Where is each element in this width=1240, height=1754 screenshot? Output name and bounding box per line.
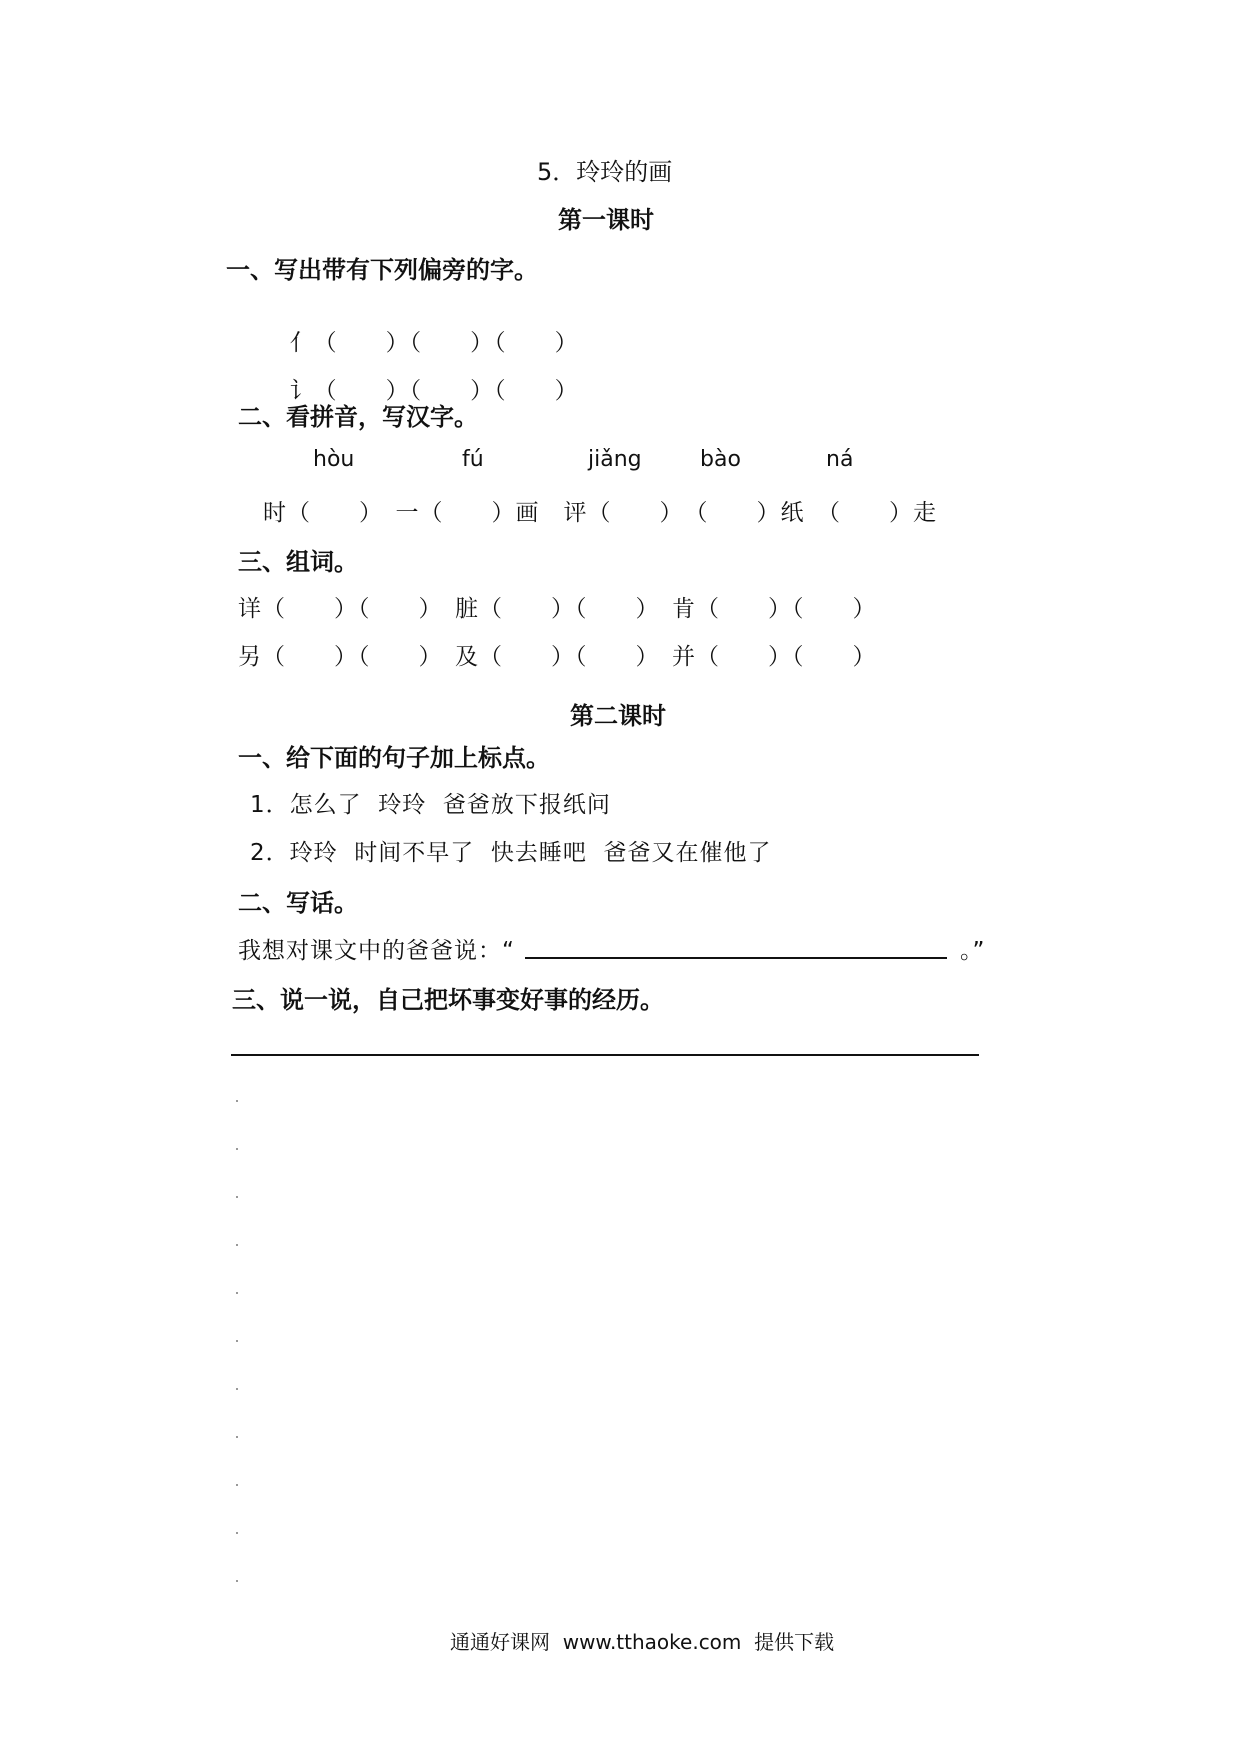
writing-answer-line[interactable] [525,957,947,959]
lesson1-q2-title: 二、看拼音，写汉字。 [238,403,478,431]
page-title: 5．玲玲的画 [537,158,673,186]
margin-dot [236,1292,238,1294]
lesson2-q2-title: 二、写话。 [238,889,358,917]
lesson2-heading: 第二课时 [570,702,666,730]
blank-group: （ ）（ ）（ ） [313,378,579,404]
pinyin-words: 时（ ） 一（ ）画 评（ ） （ ）纸 （ ）走 [263,500,937,526]
lesson2-q3-title: 三、说一说，自己把坏事变好事的经历。 [232,986,664,1014]
lesson2-q1-title: 一、给下面的句子加上标点。 [238,744,550,772]
word-group-row-2: 另（ ）（ ） 及（ ）（ ） 并（ ）（ ） [238,644,877,670]
margin-dot [236,1436,238,1438]
pinyin-5: ná [826,447,854,472]
margin-dot [236,1580,238,1582]
margin-dot [236,1388,238,1390]
lesson1-q1-title: 一、写出带有下列偏旁的字。 [226,256,538,284]
margin-dot [236,1148,238,1150]
writing-prompt: 我想对课文中的爸爸说：“ [238,938,515,964]
margin-dot [236,1196,238,1198]
word-group-row-1: 详（ ）（ ） 脏（ ）（ ） 肯（ ）（ ） [238,596,877,622]
pinyin-3: jiǎng [588,447,642,472]
lesson1-heading: 第一课时 [558,206,654,234]
footer-credit: 通通好课网 www.tthaoke.com 提供下载 [450,1630,835,1654]
radical-speech: 讠 [289,378,314,404]
radical-person: 亻 [289,330,314,356]
lesson1-q3-title: 三、组词。 [238,548,358,576]
margin-dot [236,1484,238,1486]
margin-dot [236,1100,238,1102]
story-answer-line[interactable] [231,1054,979,1056]
margin-dot [236,1340,238,1342]
writing-prompt-end: 。” [960,938,986,964]
blank-group: （ ）（ ）（ ） [313,330,579,356]
margin-dot [236,1532,238,1534]
margin-dot [236,1244,238,1246]
sentence-2: 2．玲玲 时间不早了 快去睡吧 爸爸又在催他了 [250,840,772,866]
pinyin-2: fú [462,447,484,472]
pinyin-1: hòu [313,447,355,472]
sentence-1: 1．怎么了 玲玲 爸爸放下报纸问 [250,792,611,818]
pinyin-4: bào [700,447,741,472]
